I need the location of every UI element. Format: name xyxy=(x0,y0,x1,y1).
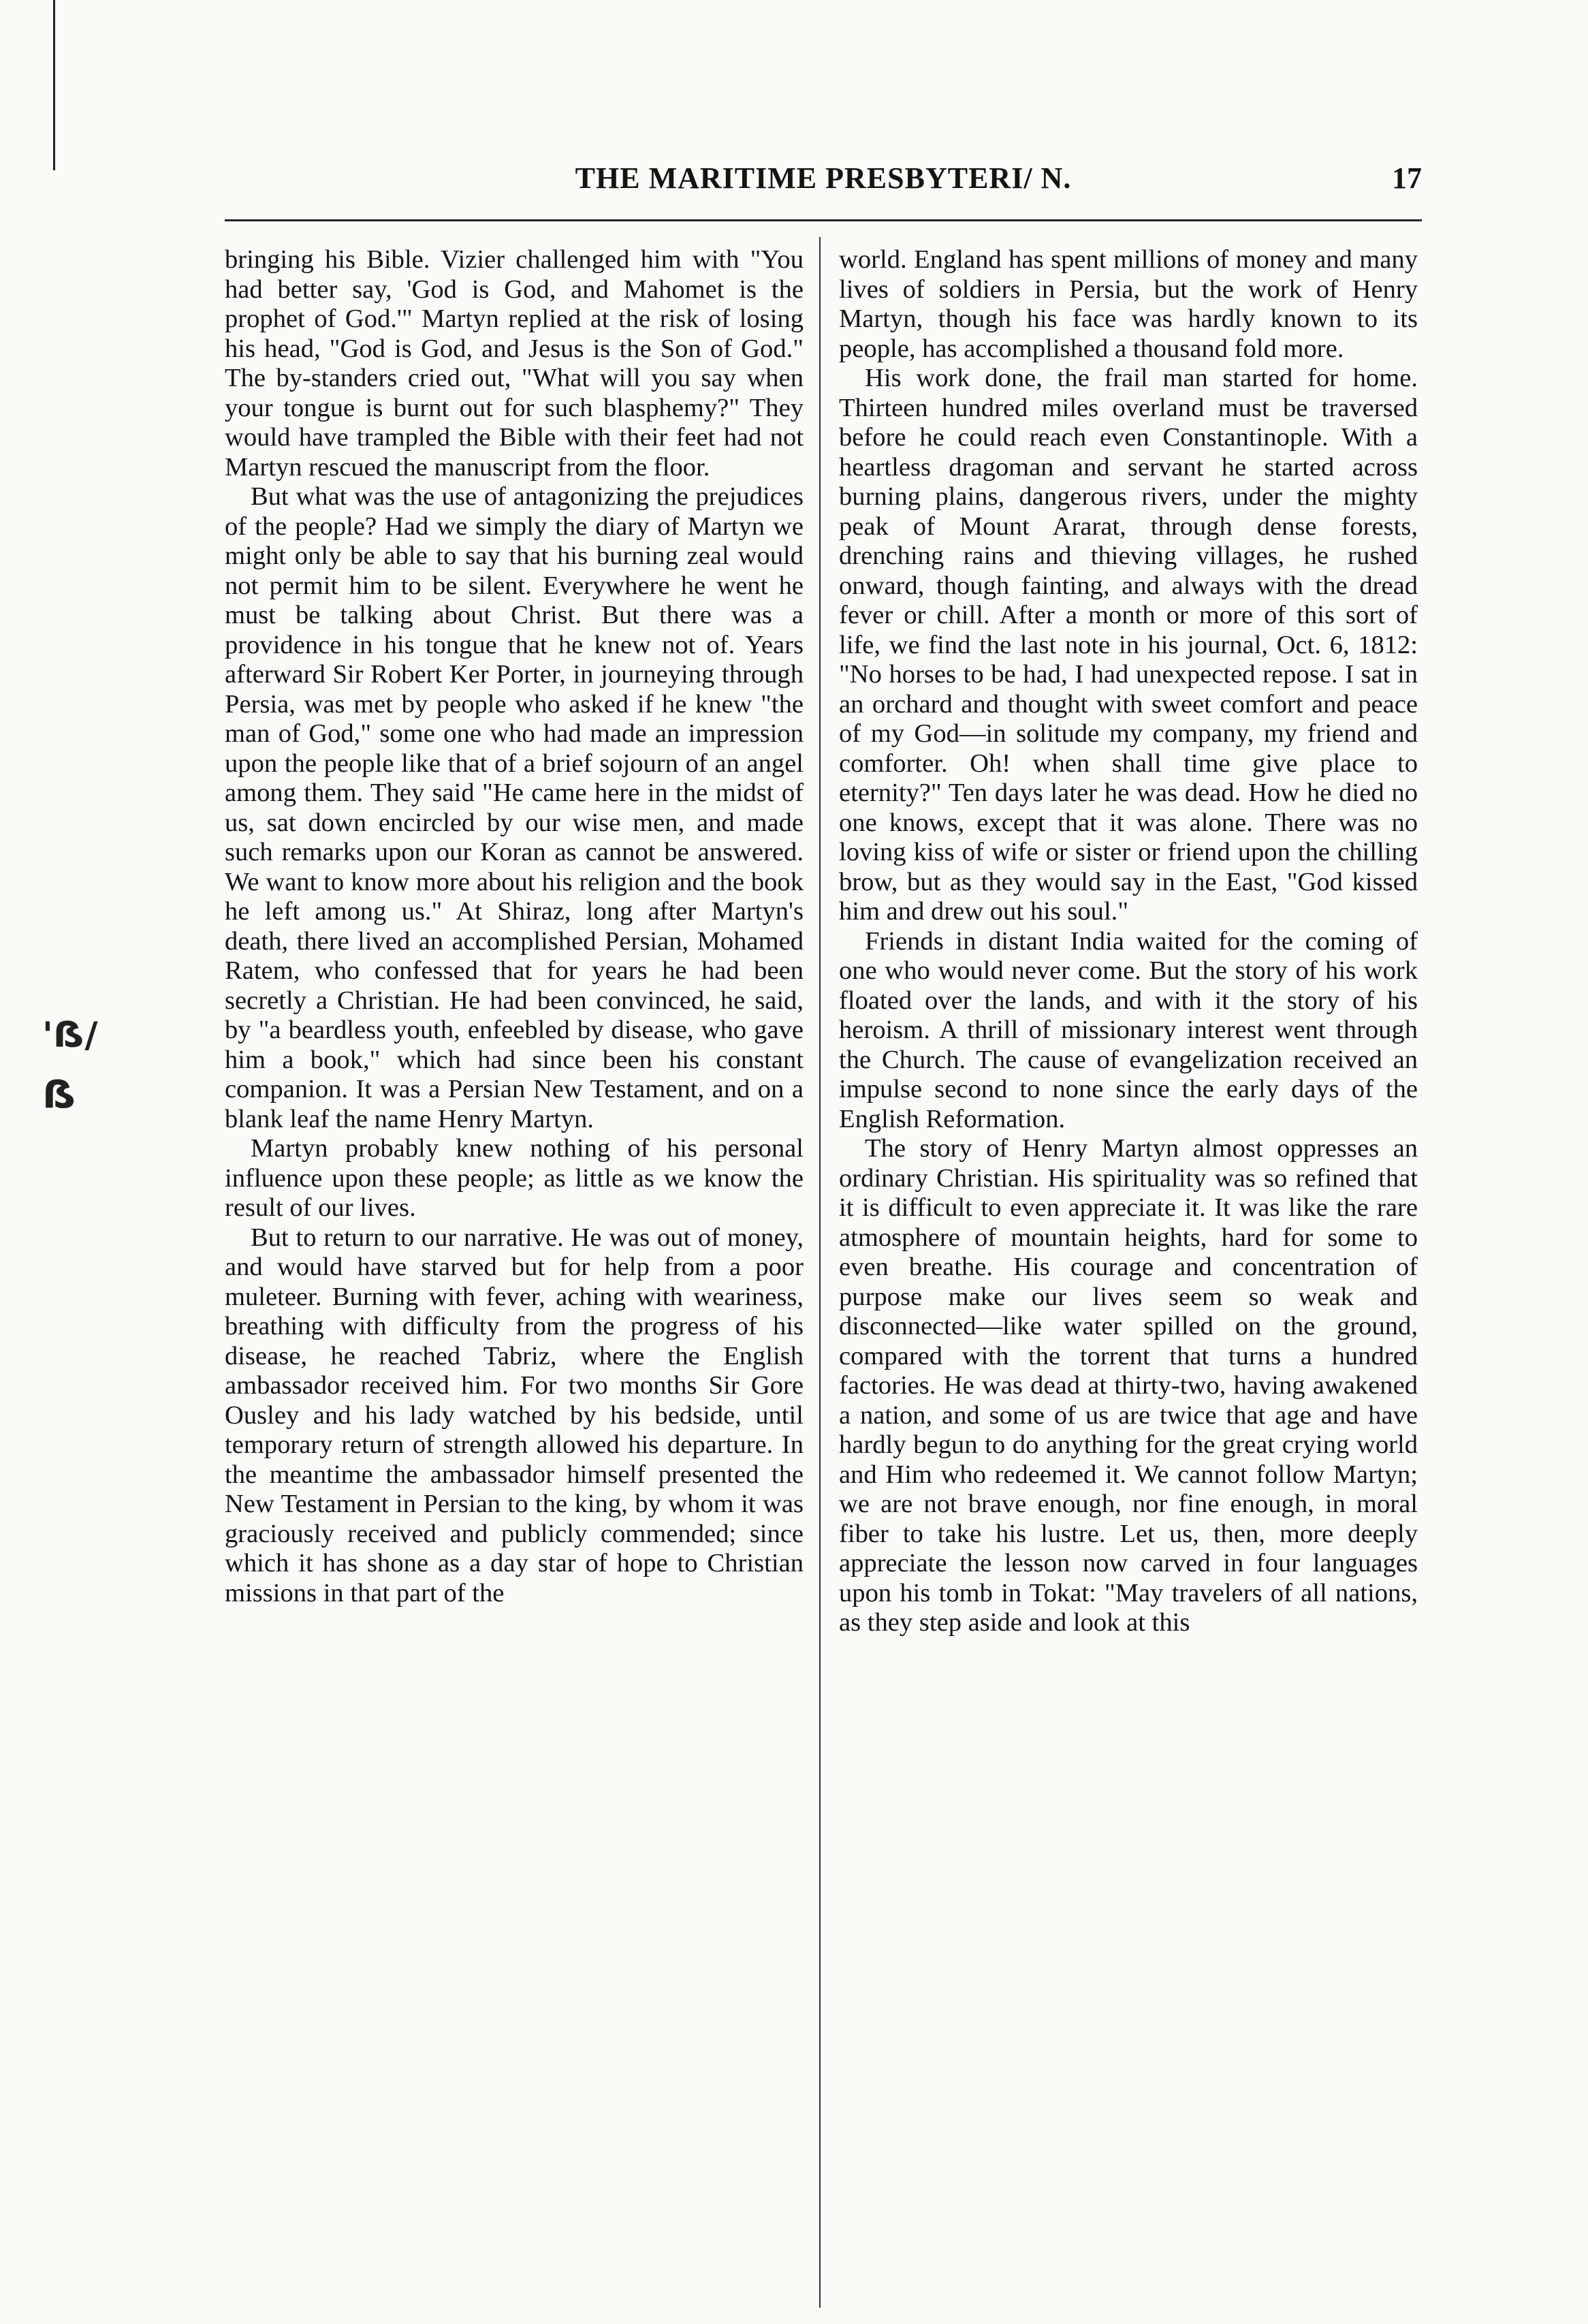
paragraph: Martyn probably knew nothing of his personal influence upon these people; as little as we know the result of our lives. xyxy=(225,1134,804,1222)
paragraph: Friends in distant India waited for the coming of one who would never come. But the story of his work floated over the lands, and with it the story of his heroism. A thrill of missionary interest went through the Church. The cause of evangelization received an impulse second to none since the early days of the English Reformation. xyxy=(839,926,1418,1133)
paragraph: But what was the use of antagonizing the prejudices of the people? Had we simply the diary of Martyn we might only be able to say that his burning zeal would not permit him to be silent. Everywhere he went he must be talking about Christ. But there was a providence in his tongue that he knew not of. Years afterward Sir Robert Ker Porter, in journeying through Persia, was met by people who asked if he knew "the man of God," some one who had made an impression upon the people like that of a brief sojourn of an angel among them. They said "He came here in the midst of us, sat down encircled by our wise men, and made such remarks upon our Koran as cannot be answered. We want to know more about his religion and the book he left among us." At Shiraz, long after Martyn's death, there lived an accomplished Persian, Mohamed Ratem, who confessed that for years he had been secretly a Christian. He had been convinced, he said, by "a beardless youth, enfeebled by disease, who gave him a book," which had since been his constant companion. It was a Persian New Testament, and on a blank leaf the name Henry Martyn. xyxy=(225,482,804,1133)
margin-mark-2: ẞ xyxy=(42,1073,77,1117)
page-number: 17 xyxy=(1392,161,1422,195)
paragraph: world. England has spent millions of money and many lives of soldiers in Persia, but the work of Henry Martyn, though his face was hardly known to its people, has accomplished a thousand fold more. xyxy=(839,245,1418,363)
page-edge-line xyxy=(53,0,55,170)
paragraph: His work done, the frail man started for home. Thirteen hundred miles overland must be traversed before he could reach even Constantinople. With a heartless dragoman and servant he started across burning plains, dangerous rivers, under the mighty peak of Mount Ararat, through dense forests, drenching rains and thieving villages, he rushed onward, though fainting, and always with the dread fever or chill. After a month or more of this sort of life, we find the last note in his journal, Oct. 6, 1812: "No horses to be had, I had unexpected repose. I sat in an orchard and thought with sweet comfort and peace of my God—in solitude my company, my friend and comforter. Oh! when shall time give place to eternity?" Ten days later he was dead. How he died no one knows, except that it was alone. There was no loving kiss of wife or sister or friend upon the chilling brow, but as they would say in the East, "God kissed him and drew out his soul." xyxy=(839,364,1418,926)
margin-mark-1: 'ẞ/ xyxy=(42,1015,98,1056)
paragraph: The story of Henry Martyn almost oppresses an ordinary Christian. His spirituality was so refined that it is difficult to even appreciate it. It was like the rare atmosphere of mountain heights, hard for some to even breathe. His courage and concentration of purpose make our lives seem so weak and disconnected—like water spilled on the ground, compared with the torrent that turns a hundred factories. He was dead at thirty-two, having awakened a nation, and some of us are twice that age and have hardly begun to do anything for the great crying world and Him who redeemed it. We cannot follow Martyn; we are not brave enough, nor fine enough, in moral fiber to take his lustre. Let us, then, more deeply appreciate the lesson now carved in four languages upon his tomb in Tokat: "May travelers of all nations, as they step aside and look at this xyxy=(839,1134,1418,1637)
column-divider xyxy=(819,237,821,2308)
header-rule xyxy=(225,219,1422,221)
left-column xyxy=(225,245,804,1608)
running-title: THE MARITIME PRESBYTERI/ N. xyxy=(575,161,1072,195)
paragraph: bringing his Bible. Vizier challenged him with "You had better say, 'God is God, and Mahomet is the prophet of God.'" Martyn replied at the risk of losing his head, "God is God, and Jesus is the Son of God." The by-standers cried out, "What will you say when your tongue is burnt out for such blasphemy?" They would have trampled the Bible with their feet had not Martyn rescued the manuscript from the floor. xyxy=(225,245,804,482)
right-column xyxy=(839,245,1418,1638)
paragraph: But to return to our narrative. He was out of money, and would have starved but for help from a poor muleteer. Burning with fever, aching with weariness, breathing with difficulty from the progress of his disease, he reached Tabriz, where the English ambassador received him. For two months Sir Gore Ousley and his lady watched by his bedside, until temporary return of strength allowed his departure. In the meantime the ambassador himself presented the New Testament in Persian to the king, by whom it was graciously received and publicly commended; since which it has shone as a day star of hope to Christian missions in that part of the xyxy=(225,1223,804,1607)
page-header xyxy=(225,161,1422,215)
